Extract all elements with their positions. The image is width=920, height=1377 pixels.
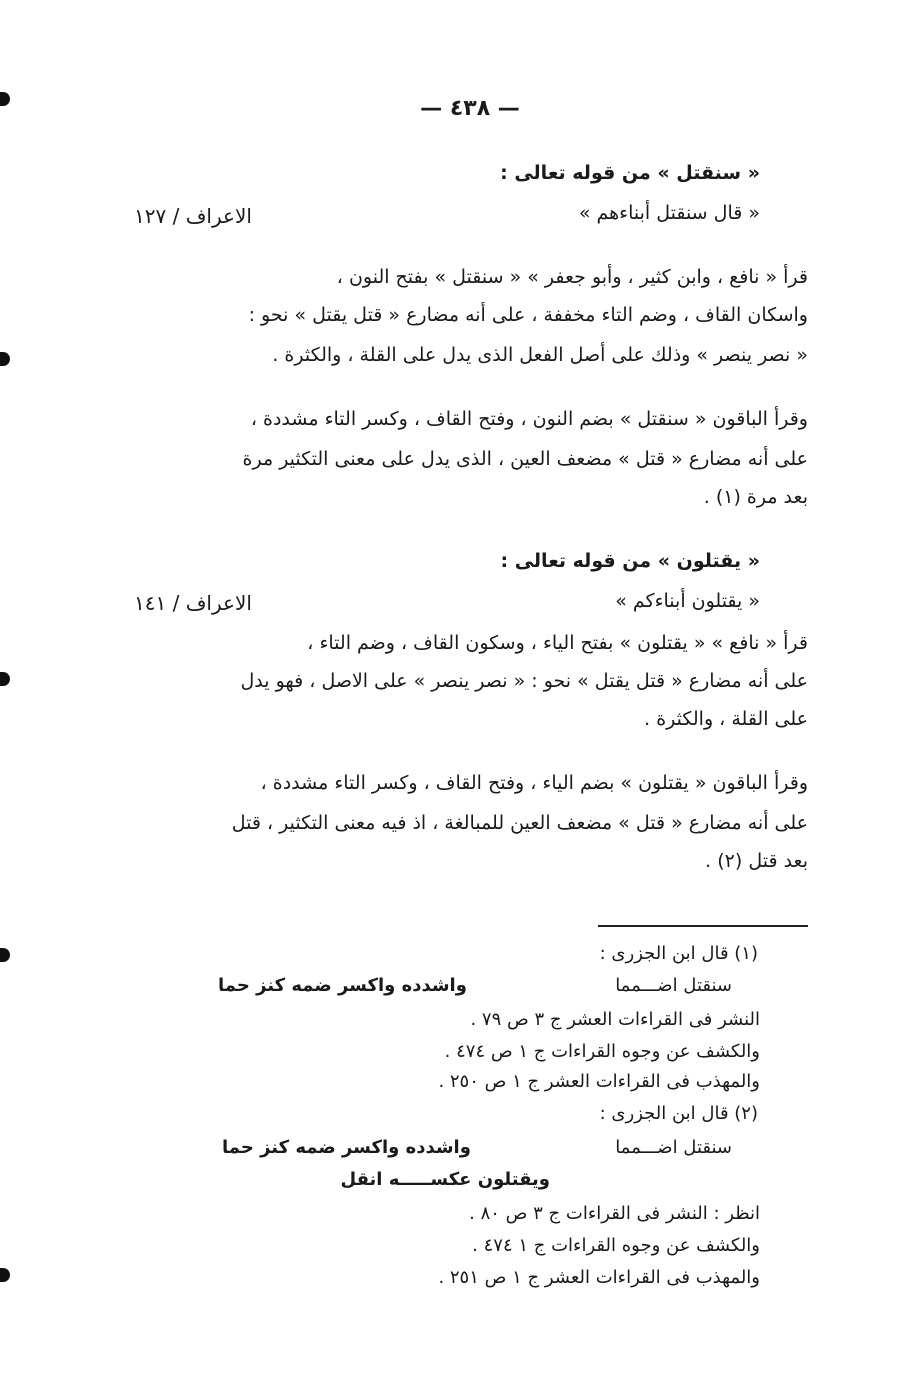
punch-hole-mark	[0, 948, 10, 962]
paragraph-line: على القلة ، والكثرة .	[644, 708, 808, 730]
footnote-intro: (٢) قال ابن الجزرى :	[599, 1103, 758, 1124]
punch-hole-mark	[0, 1268, 10, 1282]
paragraph-line: بعد مرة (١) .	[703, 486, 808, 508]
verse-reference: الاعراف / ١٤١	[134, 591, 252, 615]
section-heading: « سنقتل » من قوله تعالى :	[500, 162, 760, 184]
punch-hole-mark	[0, 92, 10, 106]
footnote-source: والكشف عن وجوه القراءات ج ١ ٤٧٤ .	[472, 1235, 760, 1256]
footnote-source: والكشف عن وجوه القراءات ج ١ ص ٤٧٤ .	[444, 1041, 760, 1062]
footnote-verse-right: سنقتل اضـــمما	[615, 975, 732, 996]
paragraph-line: على أنه مضارع « قتل » مضعف العين ، الذى يدل على معنى التكثير مرة	[242, 448, 808, 470]
paragraph-line: قرأ « نافع ، وابن كثير ، وأبو جعفر » « سنقتل » بفتح النون ،	[336, 266, 808, 288]
paragraph-line: على أنه مضارع « قتل » مضعف العين للمبالغة ، اذ فيه معنى التكثير ، قتل	[231, 812, 808, 834]
footnote-source: النشر فى القراءات العشر ج ٣ ص ٧٩ .	[470, 1009, 760, 1030]
verse-reference: الاعراف / ١٢٧	[134, 204, 252, 228]
paragraph-line: بعد قتل (٢) .	[705, 850, 808, 872]
footnote-verse-second: ويقتلون عكســـــه انقل	[340, 1169, 550, 1190]
paragraph-line: واسكان القاف ، وضم التاء مخففة ، على أنه مضارع « قتل يقتل » نحو :	[248, 304, 808, 326]
footnote-separator	[598, 925, 808, 927]
footnote-intro: (١) قال ابن الجزرى :	[599, 943, 758, 964]
paragraph-line: « نصر ينصر » وذلك على أصل الفعل الذى يدل على القلة ، والكثرة .	[272, 344, 808, 366]
punch-hole-mark	[0, 672, 10, 686]
footnote-verse-left: واشدده واكسر ضمه كنز حما	[218, 975, 467, 996]
page-number: — ٤٣٨ —	[420, 96, 520, 121]
footnote-source: والمهذب فى القراءات العشر ج ١ ص ٢٥١ .	[438, 1267, 760, 1288]
punch-hole-mark	[0, 352, 10, 366]
footnote-source: انظر : النشر فى القراءات ج ٣ ص ٨٠ .	[469, 1203, 760, 1224]
section-heading: « يقتلون » من قوله تعالى :	[500, 550, 760, 572]
paragraph-line: وقرأ الباقون « يقتلون » بضم الياء ، وفتح القاف ، وكسر التاء مشددة ،	[260, 772, 808, 794]
paragraph-line: وقرأ الباقون « سنقتل » بضم النون ، وفتح القاف ، وكسر التاء مشددة ،	[250, 408, 808, 430]
footnote-verse-left: واشدده واكسر ضمه كنز حما	[222, 1137, 471, 1158]
paragraph-line: قرأ « نافع » « يقتلون » بفتح الياء ، وسكون القاف ، وضم التاء ،	[307, 632, 808, 654]
quran-verse: « يقتلون أبناءكم »	[615, 590, 760, 612]
footnote-verse-right: سنقتل اضـــمما	[615, 1137, 732, 1158]
quran-verse: « قال سنقتل أبناءهم »	[578, 202, 760, 224]
paragraph-line: على أنه مضارع « قتل يقتل » نحو : « نصر ينصر » على الاصل ، فهو يدل	[240, 670, 808, 692]
footnote-source: والمهذب فى القراءات العشر ج ١ ص ٢٥٠ .	[438, 1071, 760, 1092]
